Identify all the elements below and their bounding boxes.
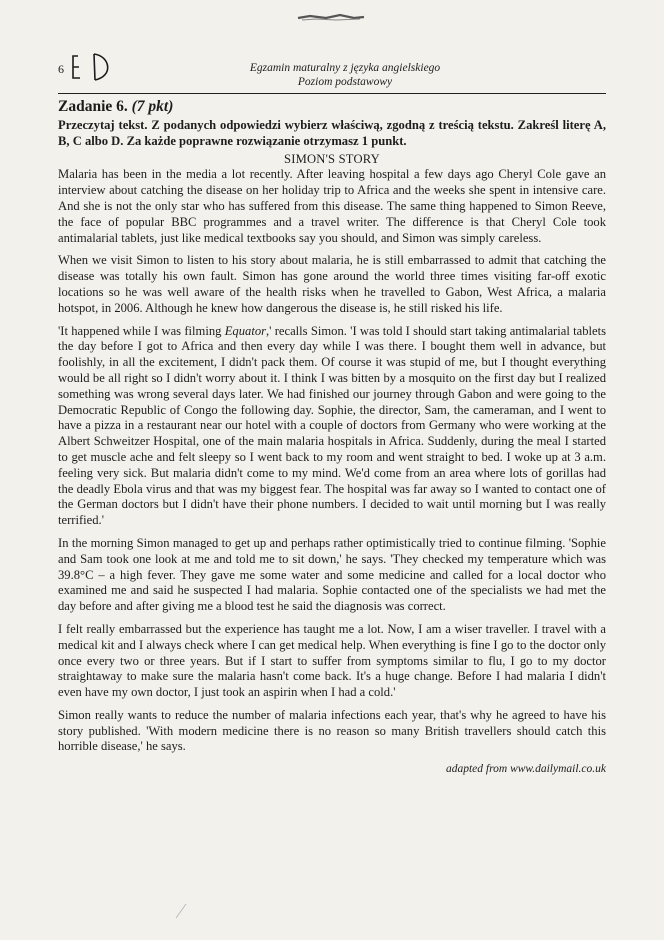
page-number: 6 xyxy=(58,62,64,76)
story-paragraph: When we visit Simon to listen to his story about malaria, he is still embarrassed to admit that catching the disease was totally his own fault. Simon has gone around the world three times visiting far-off exotic locations so he was well aware of the health risks when he travelled to Gabon, West Africa, a malaria hotspot, in 2006. Although he knew how dangerous the disease is, he still risked his life. xyxy=(58,253,606,315)
story-title: SIMON'S STORY xyxy=(284,151,380,166)
story-paragraph: Malaria has been in the media a lot recently. After leaving hospital a few days ago Cheryl Cole gave an interview about catching the disease on her holiday trip to Africa and the weeks she spent in intensive care. And she is not the only star who has suffered from this disease. The same thing happened to Simon Reeve, the face of popular BBC programmes and a travel writer. The difference is that Cheryl Cole took antimalarial tablets, just like medical textbooks say you should, and Simon was simply careless. xyxy=(58,167,606,245)
source-citation: adapted from www.dailymail.co.uk xyxy=(445,763,606,776)
scan-mark xyxy=(296,12,366,22)
story-paragraph: In the morning Simon managed to get up and perhaps rather optimistically tried to continue filming. 'Sophie and Sam took one look at me and told me to sit down,' he says. 'They checked my temperature which was 39.8°C – a high fever. They gave me some water and some medicine and called for a local doctor who examined me and said he suspected I had malaria. Sophie contacted one of the specialists we had met the day before and after giving me a blood test he said the diagnosis was correct. xyxy=(58,535,606,614)
pen-mark xyxy=(174,902,188,920)
programme-title: Equator xyxy=(224,323,267,338)
story-paragraph: Simon really wants to reduce the number of malaria infections each year, that's why he agreed to have his story published. 'With modern medicine there is no reason so many British travellers should catch this horrible disease,' he says. xyxy=(58,707,606,754)
task-instruction: Przeczytaj tekst. Z podanych odpowiedzi wybierz właściwą, zgodną z treścią tekstu. Zakreśl literę A, B, C albo D. Za każde poprawne rozwiązanie otrzymasz 1 punkt. xyxy=(58,118,606,148)
task-title xyxy=(58,97,606,116)
handwritten-mark xyxy=(70,50,130,84)
header-rule xyxy=(58,93,606,94)
story-paragraph: I felt really embarrassed but the experience has taught me a lot. Now, I am a wiser traveller. I travel with a medical kit and I always check where I can get medical help. When everything is fine I go to the doctor only once every two or three years. But if I start to suffer from symptoms similar to flu, I go to my doctor straightaway to make sure the malaria hasn't come back. It's a huge change. Before I had malaria I didn't even have my own doctor, I just took an aspirin when I had a cold.' xyxy=(58,621,606,700)
task-points: (7 pkt) xyxy=(131,98,174,115)
exam-level: Poziom podstawowy xyxy=(297,76,393,88)
page-content xyxy=(58,97,606,778)
story-paragraph: 'It happened while I was filming Equator,' recalls Simon. 'I was told I should start taking antimalarial tablets the day before I got to Africa and then every day while I was there. I bought them well in advance, but foolishly, in all the excitement, I didn't pack them. Of course it was stupid of me, but I thought everything would be all right so I didn't worry about it. I think I was bitten by a mosquito on the first day but I realized something was wrong several days later. We had finished our journey through Gabon and were going to the Democratic Republic of Congo the following day. Sophie, the director, Sam, the cameraman, and I went to have a pizza in a restaurant near our hotel with a couple of doctors from Germany who were working at the Albert Schweitzer Hospital, one of the main malaria hospitals in Africa. Suddenly, during the meal I started to get muscle ache and felt sleepy so I went back to my room and went straight to bed. I woke up at 3 a.m. feeling very sick. But malaria didn't come to my mind. We'd come from an area where lots of gorillas had the deadly Ebola virus and that was my biggest fear. The hospital was far away so I wanted to contact one of the German doctors but I didn't have their phone numbers. I decided to wait until morning but I was really terrified.' xyxy=(58,323,606,528)
exam-header xyxy=(200,61,490,89)
exam-title: Egzamin maturalny z języka angielskiego xyxy=(249,62,441,74)
task-number: Zadanie 6. xyxy=(58,98,128,115)
